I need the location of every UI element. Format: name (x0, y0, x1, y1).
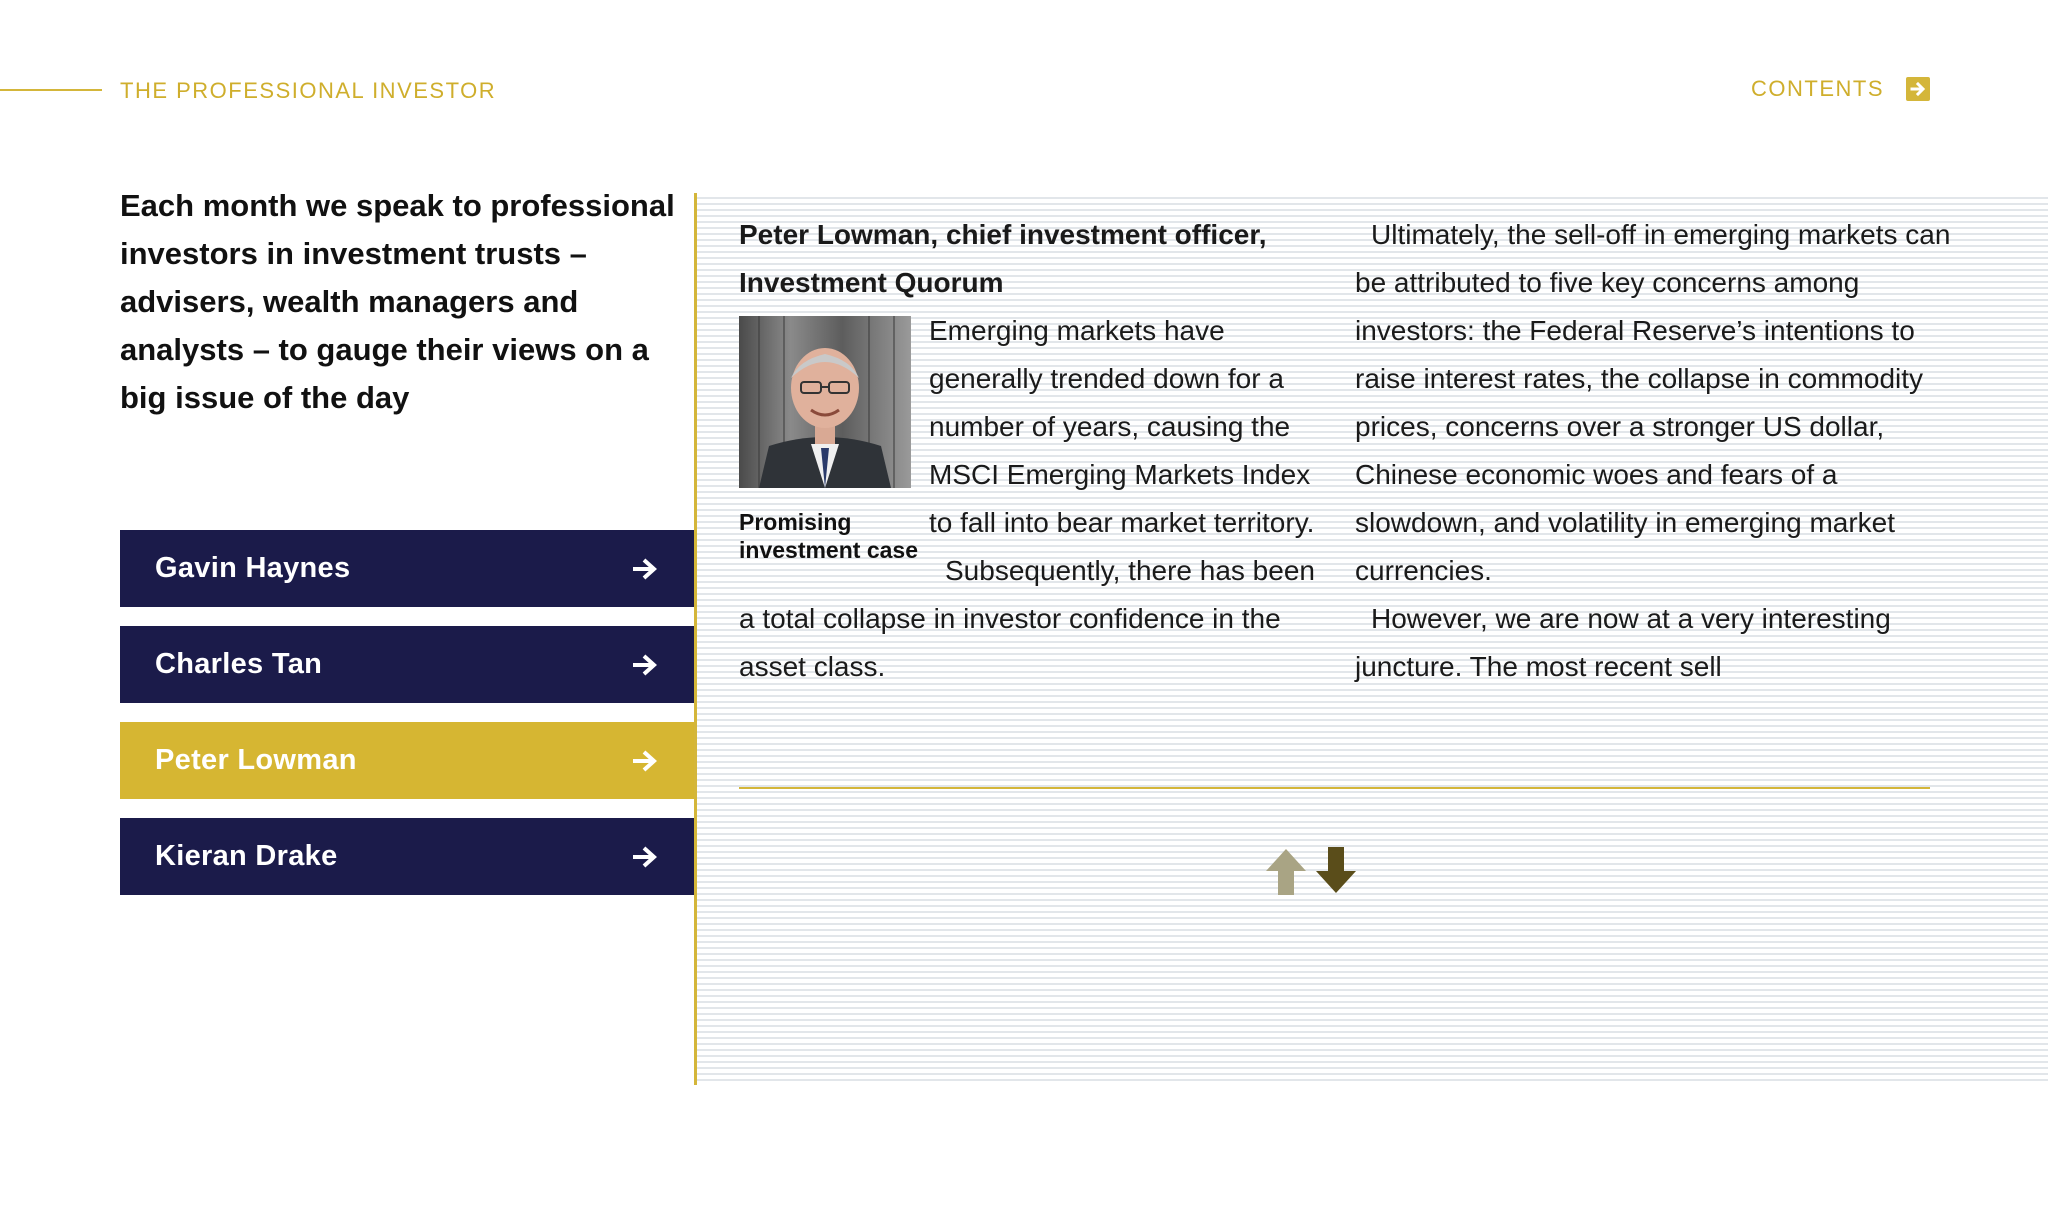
photo-block (739, 307, 929, 564)
portrait-photo (739, 316, 911, 488)
investor-nav (120, 530, 695, 914)
nav-item-kieran-drake[interactable] (120, 818, 695, 895)
paragraph-2: Subsequently, there has been a total collapse in investor confidence in the asset class. (739, 555, 1315, 682)
contents-link[interactable] (1751, 76, 1930, 102)
article-panel (694, 193, 2048, 1085)
article-divider (739, 787, 1930, 789)
page-navigation (1262, 845, 1360, 897)
nav-item-label: Peter Lowman (155, 744, 357, 776)
arrow-up-icon[interactable] (1262, 845, 1310, 897)
arrow-right-icon (631, 749, 659, 773)
arrow-right-icon (631, 557, 659, 581)
arrow-right-icon (631, 845, 659, 869)
nav-item-label: Charles Tan (155, 648, 323, 680)
paragraph-3: Ultimately, the sell-off in emerging markets can be attributed to five key concerns among investors: the Federal Reserve’s intentions to raise interest rates, the collapse in commodity prices, concerns over a stronger US dollar, Chinese economic woes and fears of a slowdown, and volatility in emerging market currencies. (1355, 219, 1951, 586)
article-column-right (1355, 211, 1955, 691)
paragraph-1: Emerging markets have generally trended down for a number of years, causing the MSCI Emerging Markets Index to fall into bear market territory. (929, 315, 1315, 538)
byline-company: Investment Quorum (739, 267, 1004, 298)
arrow-right-box-icon[interactable] (1906, 77, 1930, 101)
header-rule (0, 89, 102, 91)
arrow-down-icon[interactable] (1312, 845, 1360, 897)
nav-item-label: Kieran Drake (155, 840, 338, 872)
arrow-right-icon (631, 653, 659, 677)
nav-item-label: Gavin Haynes (155, 552, 351, 584)
nav-item-peter-lowman[interactable] (120, 722, 695, 799)
photo-caption: Promising investment case (739, 509, 918, 563)
nav-item-charles-tan[interactable] (120, 626, 695, 703)
article-column-left (739, 211, 1329, 691)
byline-name: Peter Lowman, chief investment officer, (739, 219, 1267, 250)
contents-label: CONTENTS (1751, 76, 1884, 101)
intro-text: Each month we speak to professional investors in investment trusts – advisers, wealth managers and analysts – to gauge their views on a big issue of the day (120, 188, 675, 415)
nav-item-gavin-haynes[interactable] (120, 530, 695, 607)
publication-title: THE PROFESSIONAL INVESTOR (120, 78, 497, 103)
paragraph-4: However, we are now at a very interesting juncture. The most recent sell (1355, 603, 1891, 682)
